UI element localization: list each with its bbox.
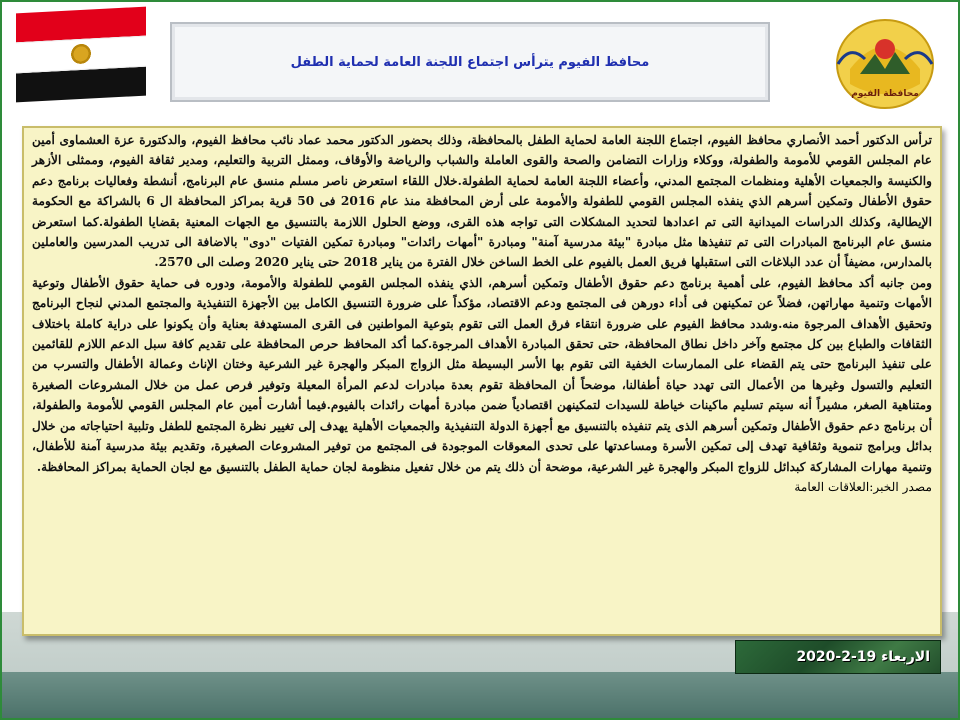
title-box: [170, 22, 770, 102]
article-paragraph-1: ترأس الدكتور أحمد الأنصاري محافظ الفيوم، اجتماع اللجنة العامة لحماية الطفل بالمحافظة، وذلك بحضور الدكتور محمد عماد نائب محافظ الفيوم، والدكتورة عزة العشماوى أمين عام المجلس القومي للأمومة والطفولة، ووكلاء وزارات التضامن والصحة والقوى العاملة والشباب والرياضة والأوقاف، وممثل التربية والتعليم، ومدير ثقافة الفيوم، وممثلى الأزهر والكنيسة والجمعيات الأهلية ومنظمات المجتمع المدني، وأعضاء اللجنة العامة لحماية الطفولة.خلال اللقاء استعرض ناصر مسلم منسق عام البرنامج، أنشطة وفعاليات برنامج دعم حقوق الأطفال وتمكين أسرهم الذي ينفذه المجلس القومي للطفولة والأمومة على أرض المحافظة منذ عام 2016 فى 50 قرية بمراكز المحافظة ال 6 بالشراكة مع الحكومة الإيطالية، وكذلك الدراسات الميدانية التى تم اعدادها لتحديد المشكلات التى تواجه هذه القرى، ووضع الحلول اللازمة بالتنسيق مع الجهات المعنية بقضايا الطفولة.كما استعرض منسق عام البرنامج المبادرات التى تم تنفيذها مثل مبادرة "بيئة مدرسية آمنة" ومبادرة "أمهات رائدات" ومبادرة تمكين الفتيات "دوى" بالاضافة الى تدريب المدرسين والعاملين بالمدارس، مضيفاً أن عدد البلاغات التى استقبلها فريق العمل بالفيوم على الخط الساخن خلال الفترة من يناير 2018 حتى يناير 2020 وصلت الى 2570.: [32, 133, 933, 270]
article-paragraph-2: ومن جانبه أكد محافظ الفيوم، على أهمية برنامج دعم حقوق الأطفال وتمكين أسرهم، الذي ينفذه المجلس القومي للطفولة والأمومة، ودوره فى حماية حقوق الأطفال وتوعية الأمهات وتنمية مهاراتهن، فضلاً عن تمكينهن فى أداء دورهن فى المجتمع ودعم الاقتصاد، مؤكداً على ضرورة التنسيق الكامل بين الأجهزة التنفيذية والمجتمع المدني لنجاح البرنامج وتحقيق الأهداف المرجوة منه.وشدد محافظ الفيوم على ضرورة انتقاء فرق العمل التى تقوم بتوعية المواطنين فى القرى المستهدفة بعناية وأن يكونوا على دراية كاملة باختلاف الثقافات والطباع بين كل مجتمع وآخر داخل نطاق المحافظة، حتى تحقق المبادرة الأهداف المرجوة.كما أكد المحافظ حرص المحافظة على تقديم كافة سبل الدعم اللازم للقائمين على تنفيذ البرنامج حتى يتم القضاء على الممارسات الخفية التى تقوم بها الأسر البسيطة مثل الزواج المبكر والهجرة غير الشرعية وختان الإناث وعمالة الأطفال والتسرب من التعليم والتسول وغيرها من الأعمال التى تهدد حياة أطفالنا، موضحاً أن المحافظة تقوم بعدة مبادرات لدعم المرأة المعيلة وتوفير فرص عمل من خلال المشروعات الصغيرة ومتناهية الصغر، مشيراً أنه سيتم تسليم ماكينات خياطة للسيدات لتمكينهن اقتصادياً ضمن مبادرة أمهات رائدات بالفيوم.فيما أشارت أمين عام المجلس القومي للأمومة والطفولة، أن برنامج دعم حقوق الأطفال وتمكين أسرهم الذى يتم تنفيذه بالتنسيق مع أجهزة الدولة التنفيذية والجمعيات الأهلية يهدف إلى تغيير نظرة المجتمع للطفل وتلبية احتياجاته من خلال بدائل وبرامج تنموية وثقافية تهدف إلى تمكين الأسرة ومساعدتها على تحدى المعوقات الموجودة فى المجتمع من توفير المشروعات الصغيرة، وتقديم بيئة مدرسية آمنة للأطفال، وتنمية مهارات المشاركة كبدائل للزواج المبكر والهجرة غير الشرعية، موضحة أن ذلك يتم من خلال تفعيل منظومة لجان حماية الطفل بالتنسيق مع لجان الحماية بمراكز المحافظة.: [32, 275, 932, 474]
article-content-box: [22, 126, 942, 636]
date-text: الاربعاء 19-2-2020: [796, 649, 930, 665]
news-source: مصدر الخبر:العلاقات العامة: [794, 479, 932, 494]
svg-text:محافظة الفيوم: محافظة الفيوم: [851, 89, 919, 99]
eagle-emblem-icon: [70, 43, 92, 66]
page-title: محافظ الفيوم يترأس اجتماع اللجنة العامة لحماية الطفل: [290, 54, 650, 70]
fayoum-governorate-logo: [830, 14, 940, 114]
date-badge: [735, 640, 941, 674]
bottom-band: [2, 672, 958, 718]
egypt-flag-icon: [16, 7, 146, 102]
